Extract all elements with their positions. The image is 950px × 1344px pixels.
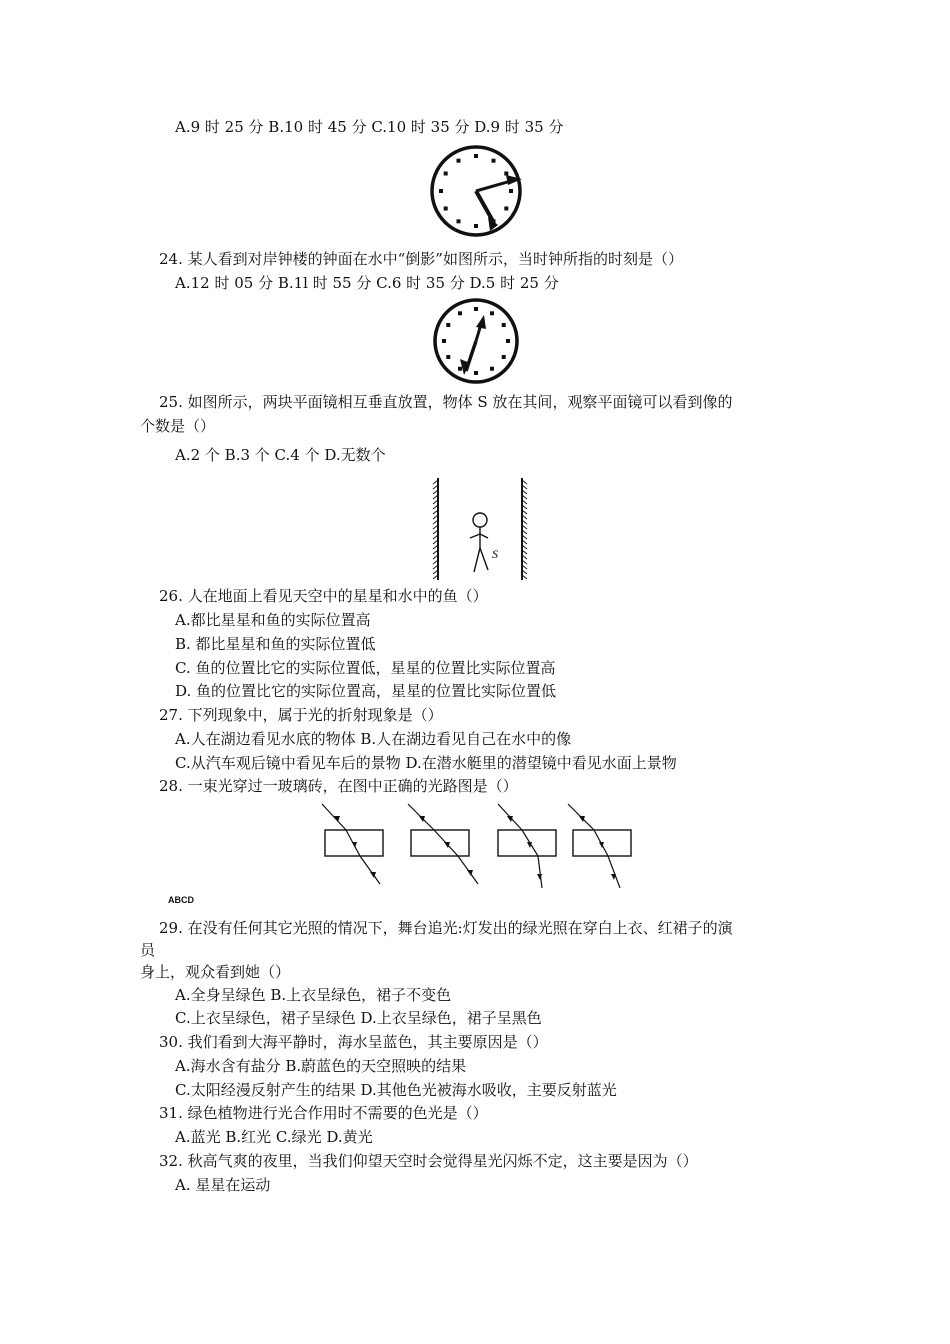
person-arm: [480, 534, 488, 538]
q26-option-c: C. 鱼的位置比它的实际位置低，星星的位置比实际位置高: [175, 659, 556, 677]
q30-options-1: A.海水含有盐分 B.蔚蓝色的天空照映的结果: [175, 1057, 467, 1075]
q26-option-d: D. 鱼的位置比它的实际位置高，星星的位置比实际位置低: [175, 682, 557, 700]
clock-tick: [504, 172, 508, 176]
q30-options-2: C.太阳经漫反射产生的结果 D.其他色光被海水吸收，主要反射蓝光: [175, 1081, 617, 1099]
clock-hand: [476, 191, 494, 223]
clock-tick: [492, 159, 496, 163]
q26-option-b: B. 都比星星和鱼的实际位置低: [175, 635, 376, 653]
clock-tick: [474, 154, 478, 158]
clock-tick: [509, 189, 513, 193]
q29-options-1: A.全身呈绿色 B.上衣呈绿色，裙子不变色: [175, 986, 452, 1004]
q27-options-2: C.从汽车观后镜中看见车后的景物 D.在潜水艇里的潜望镜中看见水面上景物: [175, 754, 677, 772]
q29-stem-line3: 身上，观众看到她（）: [140, 963, 291, 981]
clock-tick: [457, 219, 461, 223]
clock-tick: [490, 367, 494, 371]
clock-tick: [444, 172, 448, 176]
clock-figure-1: [428, 143, 524, 239]
clock-tick: [502, 323, 506, 327]
q25-stem-line2: 个数是（）: [140, 417, 216, 435]
q26-option-a: A.都比星星和鱼的实际位置高: [175, 611, 371, 629]
q25-options: A.2 个 B.3 个 C.4 个 D.无数个: [175, 446, 386, 464]
clock-tick: [490, 311, 494, 315]
q24-stem: 24. 某人看到对岸钟楼的钟面在水中“倒影”如图所示，当时钟所指的时刻是（）: [159, 250, 683, 268]
q25-stem-line1: 25. 如图所示，两块平面镜相互垂直放置，物体 S 放在其间，观察平面镜可以看到像的: [159, 393, 733, 411]
glass-block-b: [411, 830, 469, 856]
q23-options: A.9 时 25 分 B.10 时 45 分 C.10 时 35 分 D.9 时 35 分: [175, 118, 564, 136]
clock-tick: [474, 307, 478, 311]
q29-stem-line1: 29. 在没有任何其它光照的情况下，舞台追光:灯发出的绿光照在穿白上衣、红裙子的演: [159, 919, 733, 937]
q28-figure-caption: ABCD: [168, 895, 194, 905]
light-ray-c: [498, 804, 542, 888]
person-leg: [480, 548, 488, 570]
ray-arrow: [352, 842, 357, 848]
clock-tick: [474, 371, 478, 375]
glass-block-c: [498, 830, 556, 856]
ray-arrow: [419, 816, 425, 822]
q32-option-a: A. 星星在运动: [175, 1176, 271, 1194]
clock-tick: [458, 367, 462, 371]
q31-options: A.蓝光 B.红光 C.绿光 D.黄光: [175, 1128, 373, 1146]
clock-tick: [442, 339, 446, 343]
light-ray-b: [408, 804, 478, 884]
q27-stem: 27. 下列现象中，属于光的折射现象是（）: [159, 706, 443, 724]
person-arm: [470, 534, 480, 538]
object-s-label: S: [492, 547, 498, 561]
person-head: [473, 513, 487, 527]
clock-tick: [474, 224, 478, 228]
q26-stem: 26. 人在地面上看见天空中的星星和水中的鱼（）: [159, 587, 488, 605]
light-path-figure: [318, 800, 634, 896]
clock-hand-arrow: [476, 315, 486, 329]
q31-stem: 31. 绿色植物进行光合作用时不需要的色光是（）: [159, 1104, 488, 1122]
q29-stem-line2: 员: [140, 941, 156, 959]
clock-tick: [446, 323, 450, 327]
q28-stem: 28. 一束光穿过一玻璃砖，在图中正确的光路图是（）: [159, 777, 518, 795]
q32-stem: 32. 秋高气爽的夜里，当我们仰望天空时会觉得星光闪烁不定，这主要是因为（）: [159, 1152, 698, 1170]
clock-tick: [504, 207, 508, 211]
mirrors-figure: [428, 476, 532, 584]
ray-arrow: [579, 816, 585, 822]
clock-tick: [446, 355, 450, 359]
q24-options: A.12 时 05 分 B.1l 时 55 分 C.6 时 35 分 D.5 时 25 分: [175, 274, 559, 292]
clock-tick: [502, 355, 506, 359]
q29-options-2: C.上衣呈绿色，裙子呈绿色 D.上衣呈绿色，裙子呈黑色: [175, 1009, 542, 1027]
clock-tick: [457, 159, 461, 163]
clock-figure-2: [430, 297, 522, 385]
q30-stem: 30. 我们看到大海平静时，海水呈蓝色，其主要原因是（）: [159, 1033, 548, 1051]
person-leg: [474, 548, 480, 572]
clock-tick: [458, 311, 462, 315]
clock-tick: [439, 189, 443, 193]
clock-tick: [506, 339, 510, 343]
q27-options-1: A.人在湖边看见水底的物体 B.人在湖边看见自己在水中的像: [175, 730, 572, 748]
clock-tick: [444, 207, 448, 211]
